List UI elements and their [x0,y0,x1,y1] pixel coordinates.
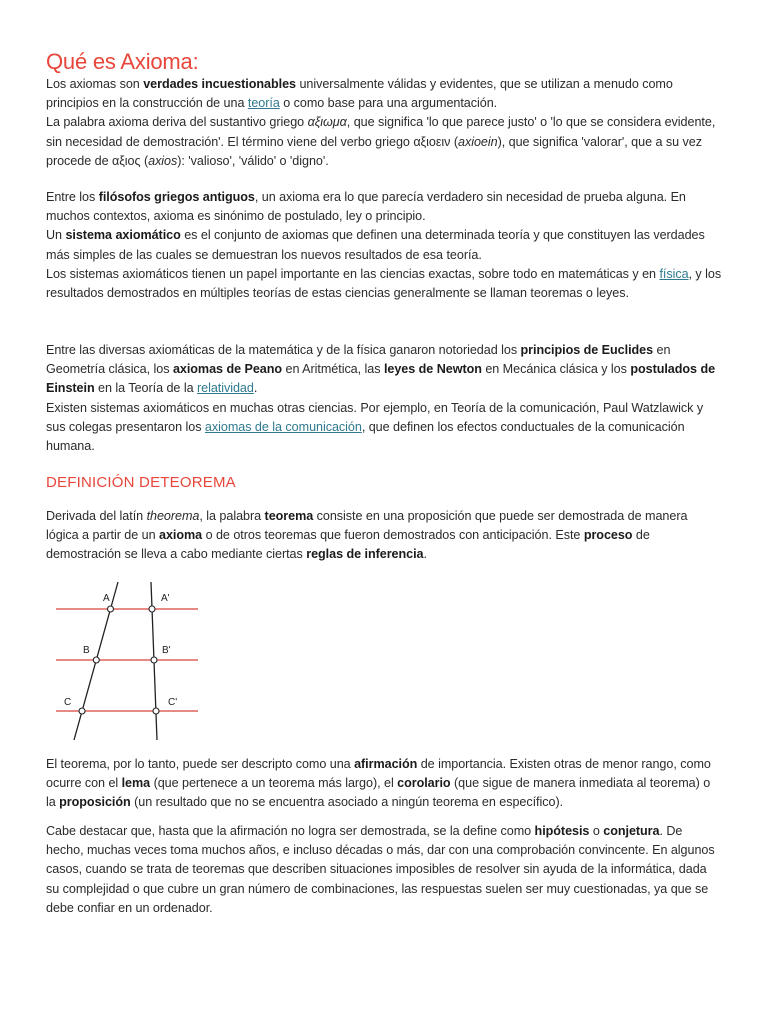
point-b [93,657,99,663]
text: o [589,824,604,838]
greek-term: αξιωμα [307,115,347,130]
paragraph [46,75,722,113]
section-hipotesis [46,822,722,918]
section-axiomaticas [46,341,722,456]
text: . [423,547,427,562]
paragraph [46,507,722,565]
text: en la Teoría de la [94,381,197,396]
point-a-prime [149,606,155,612]
bold-term: corolario [397,776,451,791]
text: , que definen los efectos conductuales de la comunicación humana. [46,419,685,454]
bold-term: proceso [583,528,633,543]
text: en Aritmética, las [282,362,384,377]
text: Los axiomas son [46,77,144,91]
section-teorema-definition [46,507,722,565]
label-b-prime: B' [162,645,171,656]
bold-term: axioma [159,528,203,543]
text: Entre los [46,190,99,204]
link-axiomas-comunicacion[interactable]: axiomas de la comunicación [204,419,362,434]
italic-term: axioein [458,134,498,149]
bold-term: conjetura [603,824,660,838]
bold-term: reglas de inferencia [306,547,424,562]
bold-term: postulados de Einstein [46,362,716,396]
bold-term: proposición [59,795,131,810]
text: La palabra axioma deriva del sustantivo griego [46,115,308,130]
text: Cabe destacar que, hasta que la afirmación no logra ser demostrada, se la define como [46,824,535,838]
page-title: Qué es Axioma: [46,49,199,74]
text: , la palabra [199,509,265,523]
label-a: A [103,593,110,604]
point-a [108,606,114,612]
text: ): 'valioso', 'válido' o 'digno'. [177,153,329,168]
bold-term: verdades incuestionables [143,77,296,91]
label-a-prime: A' [161,593,170,604]
text: (un resultado que no se encuentra asociado a ningún teorema en específico). [130,795,564,810]
label-b: B [83,645,90,656]
text: , un axioma era lo que parecía verdadero sin necesidad de prueba alguna. En muchos contextos, axioma es sinónimo de postulado, ley o principio. [46,190,686,224]
text: o de otros teoremas que fueron demostrados con anticipación. Este [202,528,584,543]
point-c [79,708,85,714]
text: Existen sistemas axiomáticos en muchas otras ciencias. Por ejemplo, en Teoría de la comunicación, Paul Watzlawick y sus colegas presentaron los [46,400,704,434]
thales-diagram [52,580,202,740]
text: en Mecánica clásica y los [481,362,631,377]
text: o como base para una argumentación. [279,96,498,111]
point-b-prime [151,657,157,663]
point-c-prime [153,708,159,714]
paragraph [46,341,722,399]
bold-term: lema [121,776,151,791]
paragraph [46,188,722,226]
italic-term: axios [148,153,178,168]
text: . De hecho, muchas veces toma muchos años, e incluso décadas o más, dar con una comprobación convincente. En algunos casos, cuando se trata de teoremas que describen situaciones imposibles de resolver sin ayuda de la informática, dada su complejidad o que cubre un gran número de combinaciones, las respuestas suelen ser muy cuestionadas, ya que se debe confiar en un ordenador. [46,824,715,915]
paragraph [46,755,722,813]
label-c: C [64,697,72,708]
thales-diagram-svg [52,580,202,740]
text: , y los resultados demostrados en múltiples teorías de estas ciencias generalmente se llaman teoremas o leyes. [46,266,722,301]
text: El teorema, por lo tanto, puede ser descripto como una [46,757,355,771]
text: (que pertenece a un teorema más largo), el [150,776,398,791]
italic-term: theorema [146,509,200,523]
paragraph [46,113,722,171]
link-fisica[interactable]: física [659,266,689,281]
link-teoria[interactable]: teoría [247,96,280,111]
bold-term: axiomas de Peano [172,362,283,377]
bold-term: sistema axiomático [65,228,181,243]
paragraph [46,226,722,264]
text: de importancia. Existen otras de menor rango, como ocurre con el [46,757,711,791]
paragraph [46,822,722,918]
text: . [253,381,258,396]
bold-term: filósofos griegos antiguos [98,190,255,204]
section-axioma-history [46,188,722,303]
paragraph [46,265,722,303]
text: en Geometría clásica, los [46,343,671,377]
bold-term: principios de Euclides [520,343,654,357]
text: Derivada del latín [46,509,147,523]
bold-term: leyes de Newton [383,362,482,377]
text: ), que significa 'valorar', que a su vez procede de αξιος ( [46,134,702,168]
section-heading-teorema: DEFINICIÓN DETEOREMA [46,474,236,491]
text: (que sigue de manera inmediata al teorema) o la [46,776,711,810]
text: Los sistemas axiomáticos tienen un papel importante en las ciencias exactas, sobre todo en matemáticas y en [46,266,660,281]
bold-term: teorema [264,509,314,523]
text: Entre las diversas axiomáticas de la matemática y de la física ganaron notoriedad los [46,343,521,357]
text: , que significa 'lo que parece justo' o 'lo que se considera evidente, sin necesidad de demostración'. El término viene del verbo griego αξιοειν ( [46,115,716,149]
text: de demostración se lleva a cabo mediante ciertas [46,528,650,562]
link-relatividad[interactable]: relatividad [196,381,254,396]
bold-term: hipótesis [534,824,590,838]
text: universalmente válidas y evidentes, que se utilizan a menudo como principios en la construcción de una [46,77,673,111]
section-axioma-definition [46,75,722,171]
section-teorema-types [46,755,722,813]
text: es el conjunto de axiomas que definen una determinada teoría y que constituyen las verdades más simples de las cuales se demuestran los nuevos resultados de esa teoría. [46,228,705,262]
text: Un [46,228,66,243]
paragraph [46,399,722,457]
label-c-prime: C' [168,697,178,708]
text: consiste en una proposición que puede ser demostrada de manera lógica a partir de un [46,509,688,543]
bold-term: afirmación [354,757,418,771]
